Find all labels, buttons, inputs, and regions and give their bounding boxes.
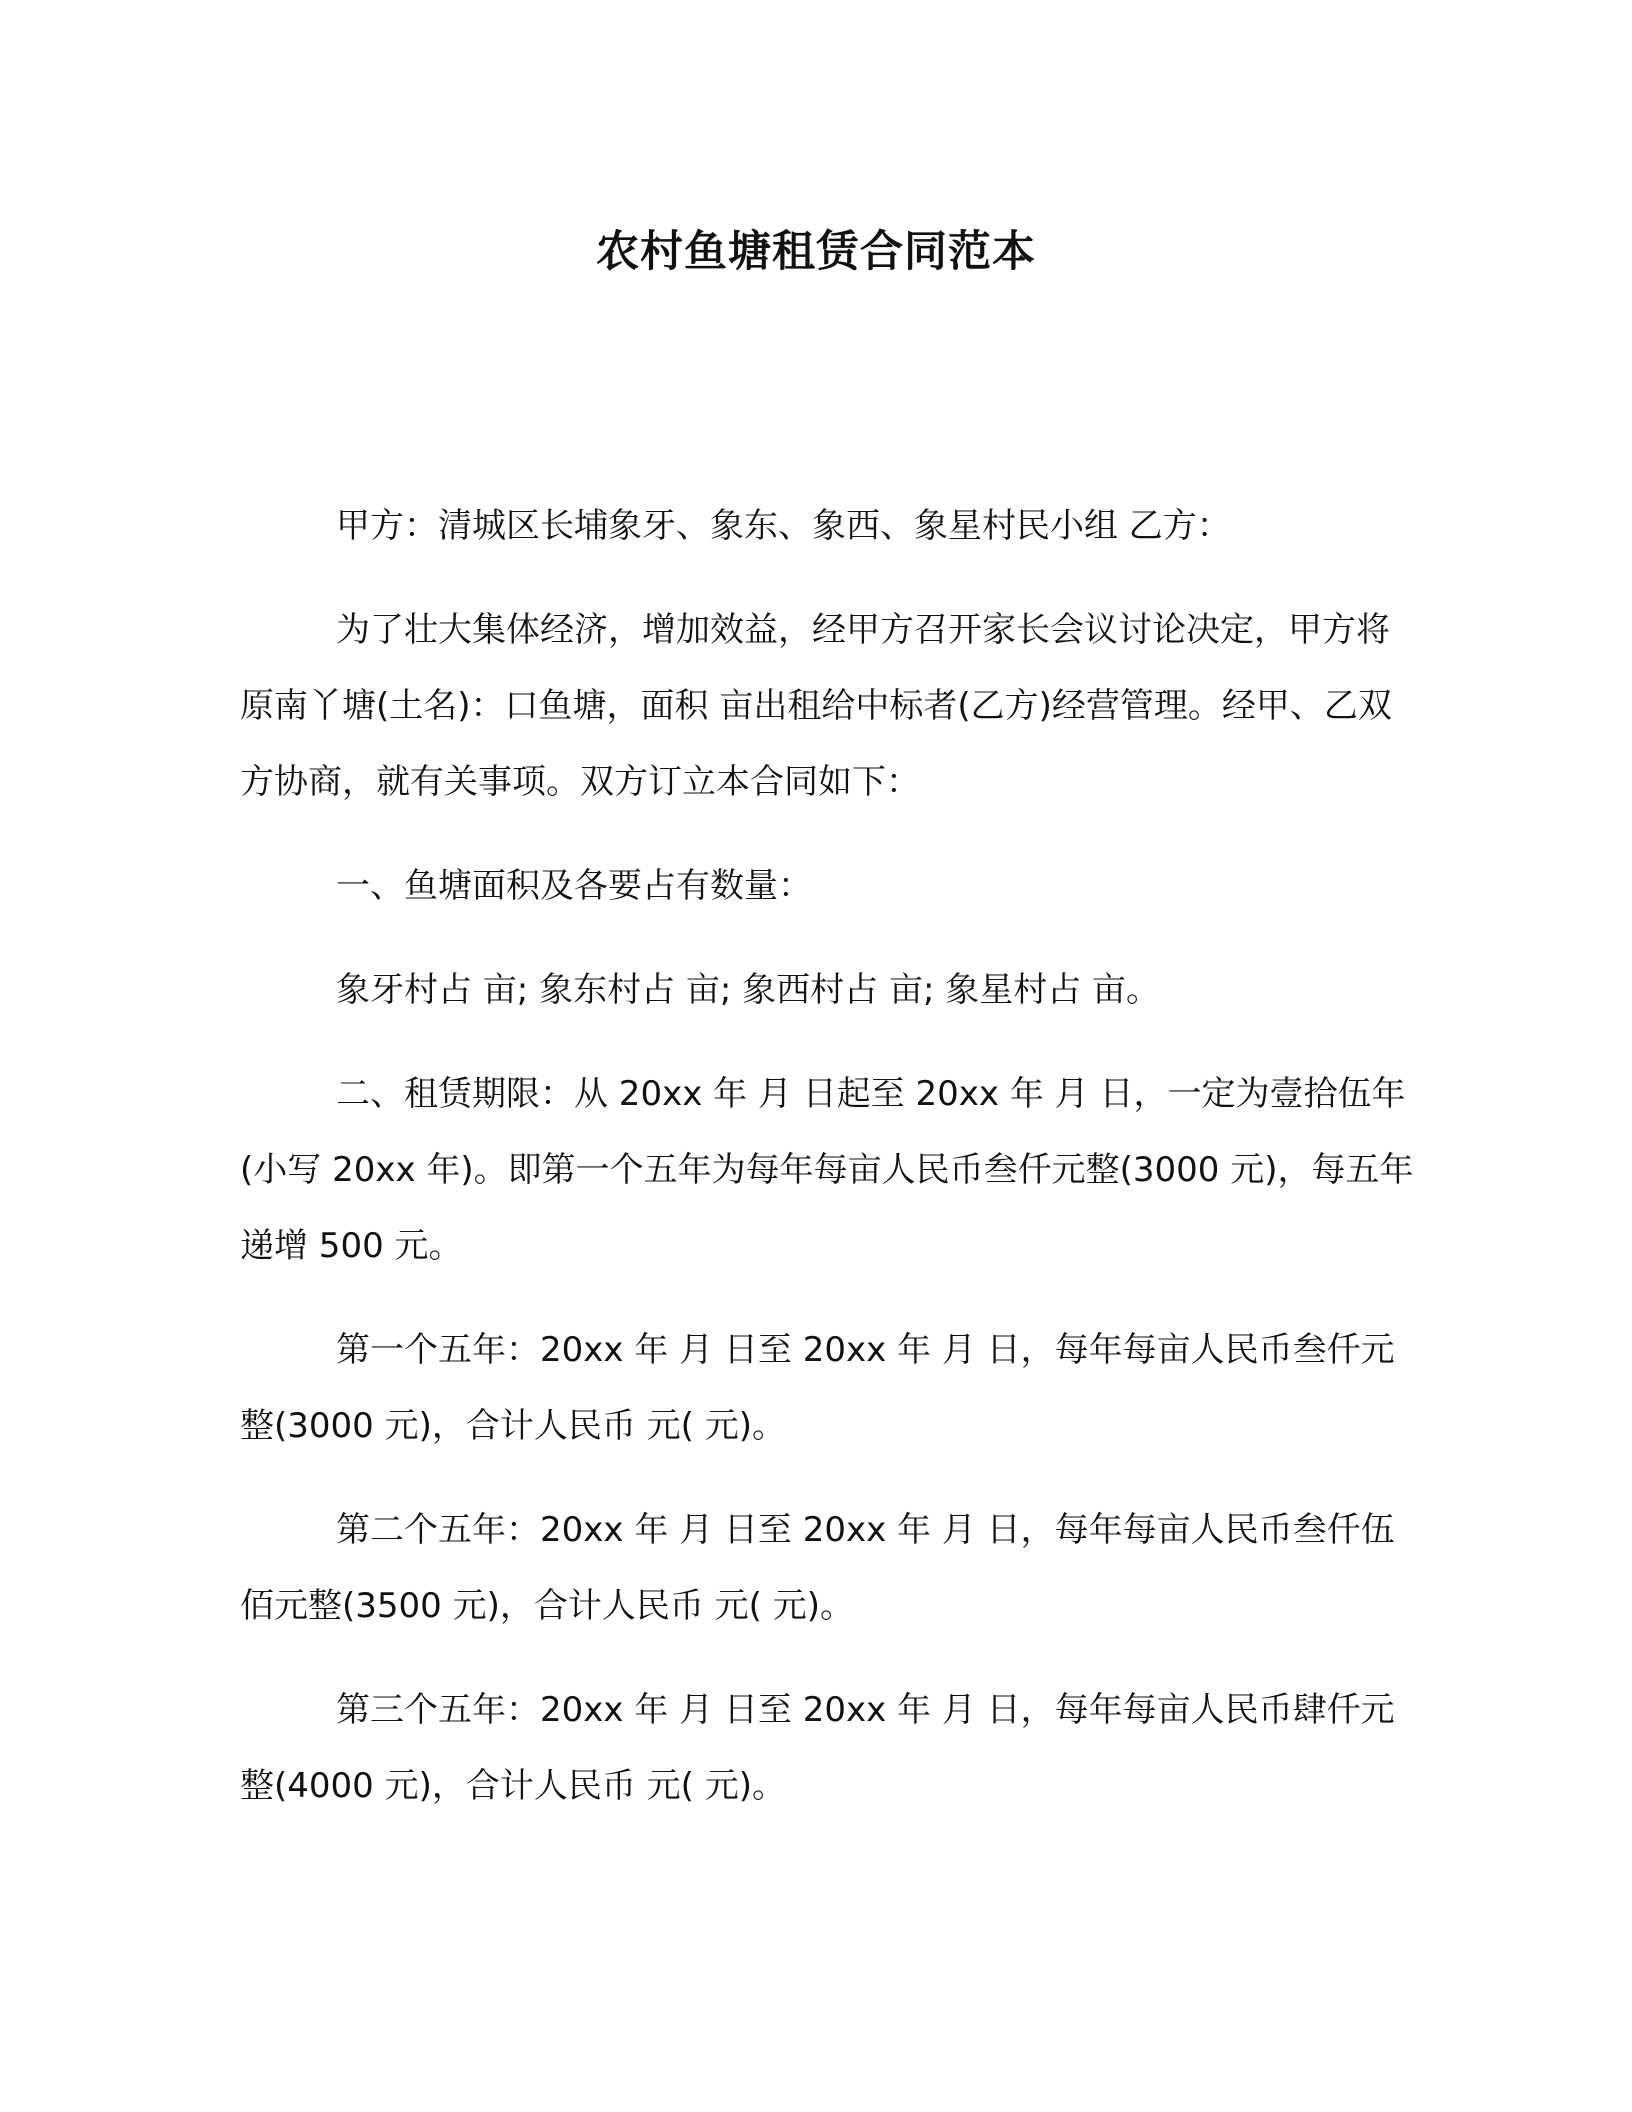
document-body — [240, 488, 1415, 1852]
document-title: 农村鱼塘租赁合同范本 — [596, 227, 1036, 277]
first-five-years: 第一个五年：20xx 年 月 日至 20xx 年 月 日，每年每亩人民币叁仟元整(3000 元)，合计人民币 元( 元)。 — [240, 1330, 1395, 1446]
section-1-shares: 象牙村占 亩; 象东村占 亩; 象西村占 亩; 象星村占 亩。 — [336, 970, 1161, 1010]
third-five-years: 第三个五年：20xx 年 月 日至 20xx 年 月 日，每年每亩人民币肆仟元整(4000 元)，合计人民币 元( 元)。 — [240, 1690, 1395, 1806]
section-2-term: 二、租赁期限：从 20xx 年 月 日起至 20xx 年 月 日，一定为壹拾伍年(小写 20xx 年)。即第一个五年为每年每亩人民币叁仟元整(3000 元)，每五年递增 500 元。 — [240, 1074, 1414, 1266]
intro-paragraph: 为了壮大集体经济，增加效益，经甲方召开家长会议讨论决定，甲方将原南丫塘(土名)：口鱼塘，面积 亩出租给中标者(乙方)经营管理。经甲、乙双方协商，就有关事项。双方订立本合同如下： — [240, 610, 1392, 802]
second-five-years: 第二个五年：20xx 年 月 日至 20xx 年 月 日，每年每亩人民币叁仟伍佰元整(3500 元)，合计人民币 元( 元)。 — [240, 1510, 1395, 1626]
section-1-heading: 一、鱼塘面积及各要占有数量： — [336, 866, 812, 906]
party-line: 甲方：清城区长埔象牙、象东、象西、象星村民小组 乙方： — [336, 506, 1231, 546]
